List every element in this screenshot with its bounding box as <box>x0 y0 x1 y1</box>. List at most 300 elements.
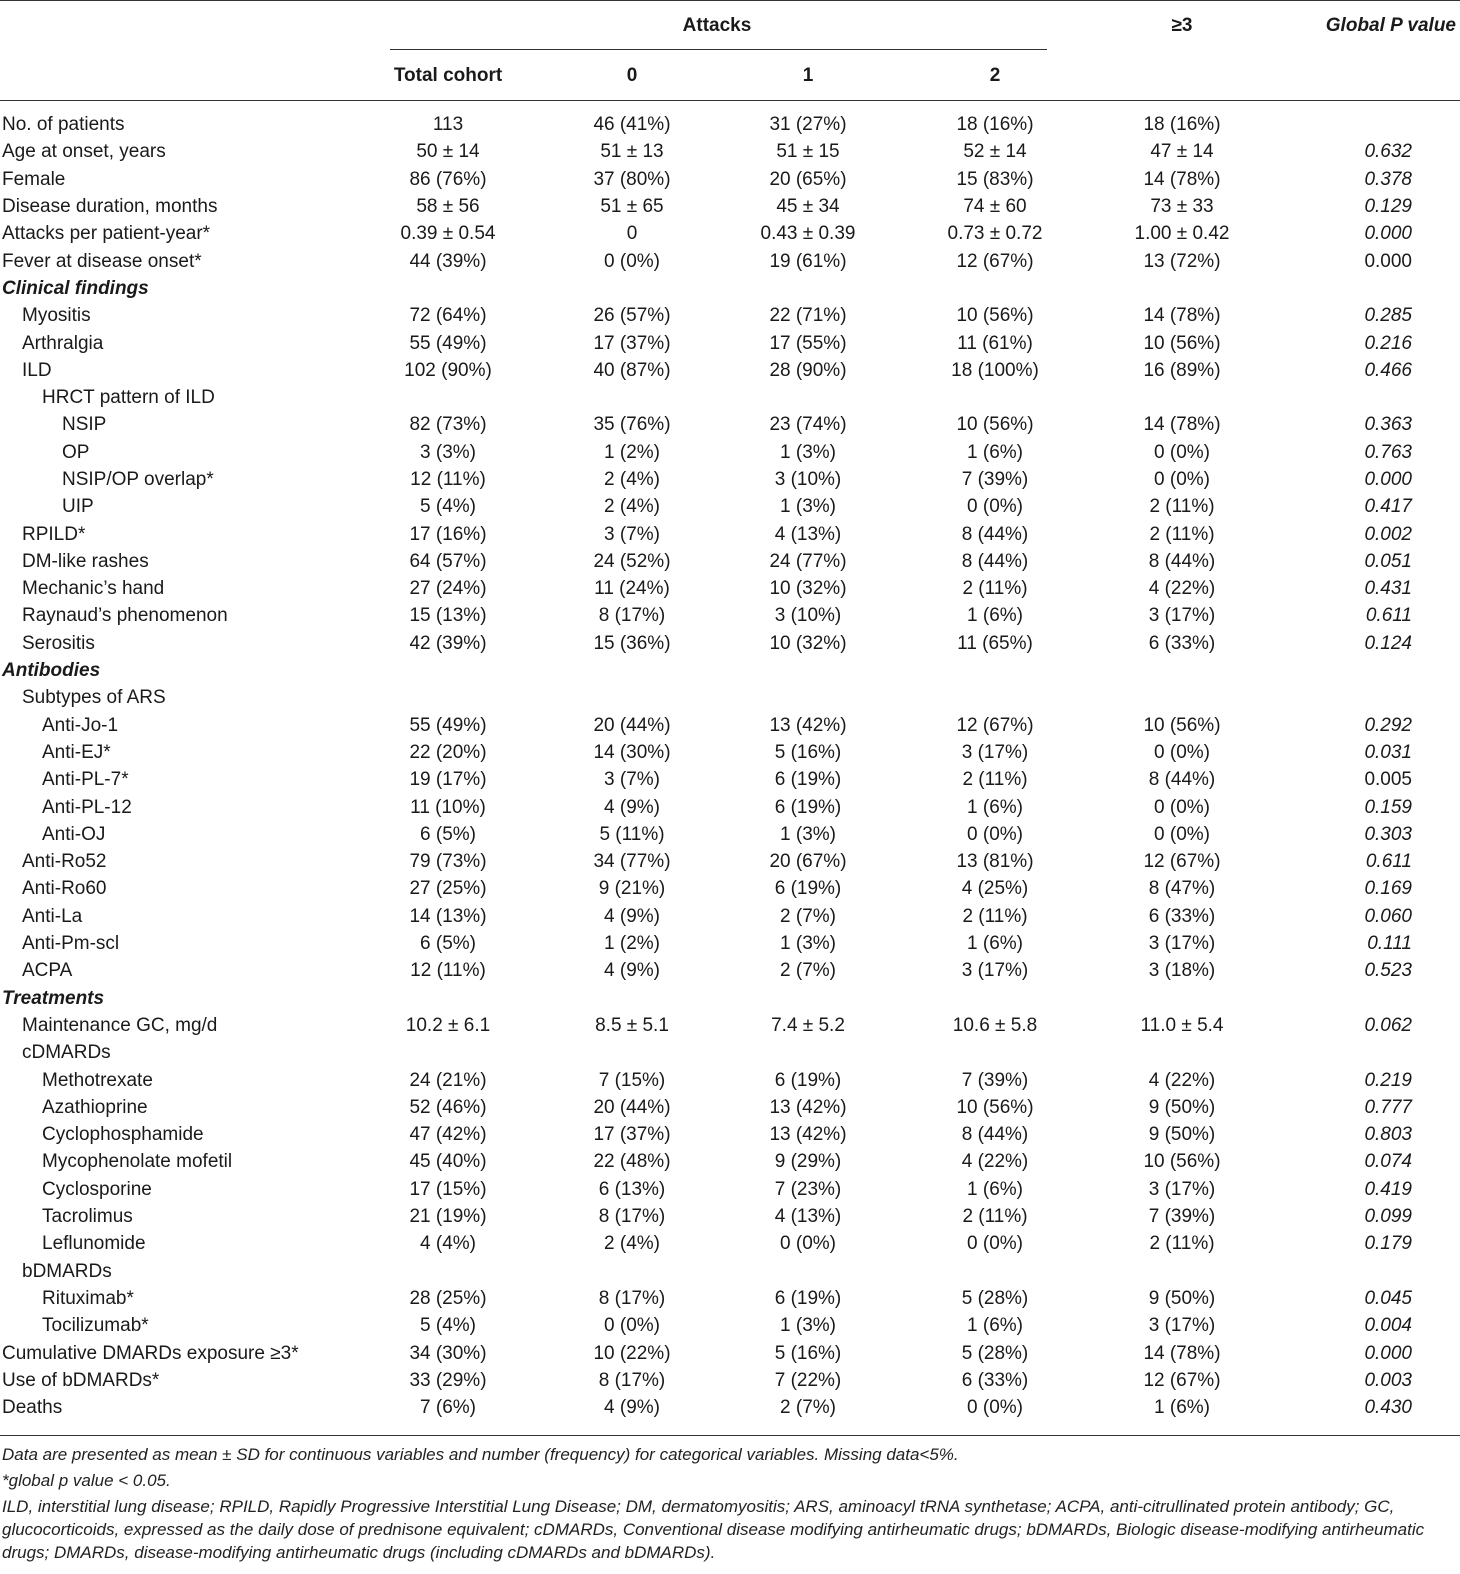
cell-attacks-ge3: 3 (18%) <box>1148 960 1216 982</box>
row-label: bDMARDs <box>22 1260 112 1282</box>
cell-attacks-1 <box>723 684 893 711</box>
cell-attacks-ge3: 47 ± 14 <box>1150 141 1214 163</box>
cell-attacks-ge3: 6 (33%) <box>1148 632 1216 654</box>
cell-total-cohort: 47 (42%) <box>409 1124 487 1146</box>
cell-attacks-1: 23 (74%) <box>769 414 847 436</box>
cell-attacks-1: 7.4 ± 5.2 <box>771 1014 845 1036</box>
cell-attacks-2: 0 (0%) <box>967 1397 1023 1419</box>
cell-attacks-2: 15 (83%) <box>956 168 1034 190</box>
cell-attacks-0: 8 (17%) <box>598 1287 666 1309</box>
cell-attacks-0: 8 (17%) <box>598 605 666 627</box>
row-label: Attacks per patient-year* <box>2 223 211 245</box>
section-label: Antibodies <box>2 660 101 682</box>
cell-global-p-value: 0.002 <box>1364 523 1412 545</box>
cell-attacks-1: 20 (67%) <box>769 851 847 873</box>
cell-attacks-ge3: 8 (47%) <box>1148 878 1216 900</box>
table-row <box>0 684 1460 711</box>
cell-attacks-ge3: 2 (11%) <box>1149 523 1215 545</box>
row-label: DM-like rashes <box>22 550 149 572</box>
cell-attacks-1 <box>723 384 893 411</box>
row-label: OP <box>62 441 90 463</box>
cell-attacks-0: 17 (37%) <box>593 1124 671 1146</box>
cell-attacks-1: 3 (10%) <box>774 469 842 490</box>
cell-attacks-2: 12 (67%) <box>956 250 1034 272</box>
cell-total-cohort: 0.39 ± 0.54 <box>400 223 496 245</box>
header-total-cohort: Total cohort <box>393 65 503 86</box>
cell-global-p-value: 0.179 <box>1364 1233 1412 1255</box>
cell-global-p-value: 0.303 <box>1364 823 1412 845</box>
cell-global-p-value: 0.466 <box>1364 359 1412 381</box>
cell-attacks-2: 1 (6%) <box>967 441 1023 463</box>
table-row <box>0 548 1460 575</box>
row-label: Use of bDMARDs* <box>2 1369 160 1391</box>
cell-attacks-2: 4 (22%) <box>961 1151 1029 1173</box>
cell-total-cohort: 27 (25%) <box>409 878 487 900</box>
cell-attacks-ge3: 13 (72%) <box>1143 250 1221 272</box>
row-label: Disease duration, months <box>2 196 218 218</box>
row-label: Anti-Ro52 <box>22 851 107 873</box>
row-label: Raynaud’s phenomenon <box>22 605 228 627</box>
cell-global-p-value: 0.523 <box>1364 960 1412 982</box>
cell-attacks-0: 6 (13%) <box>598 1178 666 1200</box>
cell-global-p-value: 0.803 <box>1364 1124 1412 1146</box>
row-label: Rituximab* <box>42 1287 134 1309</box>
cell-attacks-1: 13 (42%) <box>769 1124 847 1146</box>
table-row <box>0 247 1460 274</box>
cell-global-p-value: 0.292 <box>1364 714 1412 736</box>
cell-attacks-2: 0 (0%) <box>967 496 1023 518</box>
cell-attacks-2: 8 (44%) <box>961 1124 1029 1146</box>
cell-attacks-ge3: 14 (78%) <box>1143 168 1221 190</box>
row-label: Anti-Ro60 <box>22 878 107 900</box>
cell-total-cohort: 45 (40%) <box>409 1151 487 1173</box>
cell-total-cohort: 19 (17%) <box>409 769 487 791</box>
cell-attacks-1: 1 (3%) <box>780 1315 836 1337</box>
cell-total-cohort: 58 ± 56 <box>416 196 480 218</box>
cell-attacks-1: 4 (13%) <box>774 523 842 545</box>
cell-attacks-ge3: 9 (50%) <box>1148 1124 1216 1146</box>
cell-total-cohort: 5 (4%) <box>420 1315 476 1337</box>
cell-attacks-ge3: 9 (50%) <box>1148 1287 1216 1309</box>
row-label: ILD <box>22 359 52 381</box>
cell-attacks-ge3: 18 (16%) <box>1143 114 1221 136</box>
cell-global-p-value <box>1267 111 1460 138</box>
row-label: Serositis <box>22 632 95 654</box>
table-row <box>0 875 1460 902</box>
cell-attacks-1: 3 (10%) <box>774 605 842 627</box>
cell-total-cohort: 113 <box>432 114 464 136</box>
row-label: Female <box>2 168 66 190</box>
cell-attacks-0: 4 (9%) <box>604 960 660 982</box>
cell-attacks-0: 4 (9%) <box>604 905 660 927</box>
header-global-p-value: Global P value <box>1325 15 1456 36</box>
cell-total-cohort <box>355 1257 541 1284</box>
header-bottom-rule <box>0 100 1460 101</box>
cell-attacks-2: 1 (6%) <box>967 1315 1023 1337</box>
table-row <box>0 1230 1460 1257</box>
cell-attacks-1: 1 (3%) <box>780 441 836 463</box>
cell-attacks-1: 51 ± 15 <box>776 141 840 163</box>
cell-attacks-0 <box>541 684 723 711</box>
table-row <box>0 193 1460 220</box>
row-label: Methotrexate <box>42 1069 153 1091</box>
cell-attacks-0 <box>541 1257 723 1284</box>
cell-total-cohort: 34 (30%) <box>409 1342 487 1364</box>
cell-total-cohort: 10.2 ± 6.1 <box>405 1014 491 1036</box>
row-label: Tocilizumab* <box>42 1315 149 1337</box>
cell-attacks-ge3: 6 (33%) <box>1148 905 1216 927</box>
cell-global-p-value <box>1267 1039 1460 1066</box>
cell-attacks-1: 31 (27%) <box>769 114 847 136</box>
table-row <box>0 439 1460 466</box>
cell-global-p-value: 0.060 <box>1364 905 1412 927</box>
cell-attacks-1: 6 (19%) <box>774 878 842 900</box>
cell-attacks-2: 13 (81%) <box>956 851 1034 873</box>
cell-attacks-0: 46 (41%) <box>593 114 671 136</box>
cell-attacks-1: 6 (19%) <box>774 1069 842 1091</box>
row-label: Anti-Jo-1 <box>42 714 119 736</box>
cell-attacks-ge3: 1.00 ± 0.42 <box>1134 223 1230 245</box>
cell-attacks-0: 8 (17%) <box>598 1369 666 1391</box>
cell-total-cohort: 14 (13%) <box>409 905 487 927</box>
cell-global-p-value: 0.611 <box>1365 605 1412 627</box>
cell-attacks-2: 10 (56%) <box>956 414 1034 436</box>
cell-total-cohort: 50 ± 14 <box>416 141 480 163</box>
section-label: Treatments <box>2 987 105 1009</box>
cell-total-cohort <box>355 384 541 411</box>
table-body <box>0 111 1460 1421</box>
cell-attacks-0: 20 (44%) <box>593 714 671 736</box>
cell-attacks-1: 10 (32%) <box>769 632 847 654</box>
cell-attacks-ge3: 2 (11%) <box>1149 1233 1215 1255</box>
cell-attacks-1: 1 (3%) <box>780 823 836 845</box>
table-row <box>0 957 1460 984</box>
cell-attacks-0: 8 (17%) <box>598 1206 666 1228</box>
cell-attacks-0: 10 (22%) <box>593 1342 671 1364</box>
cell-attacks-0: 2 (4%) <box>604 496 660 518</box>
cell-attacks-1 <box>723 1039 893 1066</box>
cell-attacks-1: 19 (61%) <box>769 250 847 272</box>
cell-attacks-2: 5 (28%) <box>961 1287 1029 1309</box>
row-label: Deaths <box>2 1397 63 1419</box>
top-rule <box>0 0 1460 1</box>
cell-attacks-2: 2 (11%) <box>962 1206 1028 1228</box>
cell-attacks-0: 37 (80%) <box>593 168 671 190</box>
header-col-2: 2 <box>989 65 1001 86</box>
cell-total-cohort: 11 (10%) <box>410 796 486 818</box>
section-header-row <box>0 275 1460 302</box>
cell-attacks-0: 20 (44%) <box>593 1096 671 1118</box>
cell-global-p-value <box>1267 384 1460 411</box>
cell-attacks-2: 7 (39%) <box>961 469 1029 490</box>
cell-attacks-0: 0 (0%) <box>604 250 660 272</box>
cell-total-cohort: 27 (24%) <box>409 578 487 600</box>
row-label: Maintenance GC, mg/d <box>22 1014 218 1036</box>
cell-global-p-value: 0.099 <box>1364 1206 1412 1228</box>
cell-global-p-value: 0.074 <box>1364 1151 1412 1173</box>
cell-attacks-0: 1 (2%) <box>604 441 660 463</box>
row-label: Cyclosporine <box>42 1178 152 1200</box>
cell-attacks-2: 11 (65%) <box>957 632 1033 654</box>
footnote-data: Data are presented as mean ± SD for continuous variables and number (frequency) for categorical variables. Missing data<5%. <box>2 1445 959 1464</box>
cell-attacks-ge3: 0 (0%) <box>1154 796 1210 818</box>
row-label: No. of patients <box>2 114 125 136</box>
cell-global-p-value: 0.611 <box>1365 851 1412 873</box>
cell-attacks-1: 7 (22%) <box>774 1369 842 1391</box>
cell-total-cohort: 3 (3%) <box>420 441 476 463</box>
cell-attacks-1: 10 (32%) <box>769 578 847 600</box>
cell-attacks-0: 9 (21%) <box>598 878 666 900</box>
cell-attacks-0: 51 ± 65 <box>600 196 664 218</box>
cell-attacks-2: 1 (6%) <box>967 796 1023 818</box>
cell-global-p-value: 0.378 <box>1364 168 1412 190</box>
section-header-row <box>0 985 1460 1012</box>
cell-global-p-value: 0.000 <box>1364 469 1412 490</box>
cell-total-cohort: 12 (11%) <box>410 469 486 490</box>
cell-attacks-1: 0 (0%) <box>780 1233 836 1255</box>
cell-global-p-value: 0.124 <box>1364 632 1412 654</box>
cell-total-cohort: 55 (49%) <box>409 714 487 736</box>
table-row <box>0 712 1460 739</box>
header-col-0: 0 <box>626 65 638 86</box>
cell-attacks-1: 22 (71%) <box>769 305 847 327</box>
header-ge3: ≥3 <box>1171 15 1193 36</box>
row-label: Arthralgia <box>22 332 104 354</box>
footnote-abbreviations: ILD, interstitial lung disease; RPILD, Rapidly Progressive Interstitial Lung Disease; DM, dermatomyositis; ARS, aminoacyl tRNA synthetase; ACPA, anti-citrullinated protein antibody; GC, glucocorticoids, expressed as the daily dose of prednisone equivalent; cDMARDs, Conventional disease modifying antirheumatic drugs; bDMARDs, Biologic disease-modifying antirheumatic drugs; DMARDs, disease-modifying antirheumatic drugs (including cDMARDs and bDMARDs). <box>2 1497 1425 1563</box>
cell-attacks-0: 22 (48%) <box>593 1151 671 1173</box>
header-attacks: Attacks <box>682 15 752 36</box>
table-row <box>0 302 1460 329</box>
table-row <box>0 1121 1460 1148</box>
cell-attacks-ge3: 2 (11%) <box>1149 496 1215 518</box>
table-row <box>0 466 1460 493</box>
cell-total-cohort: 17 (15%) <box>409 1178 487 1200</box>
cell-global-p-value <box>1267 684 1460 711</box>
table-row <box>0 1176 1460 1203</box>
table-row <box>0 602 1460 629</box>
row-label: Cumulative DMARDs exposure ≥3* <box>2 1342 299 1364</box>
cell-attacks-2: 8 (44%) <box>961 550 1029 572</box>
cell-attacks-2: 0 (0%) <box>967 823 1023 845</box>
cell-attacks-1: 5 (16%) <box>774 741 842 763</box>
cell-total-cohort: 4 (4%) <box>420 1233 476 1255</box>
cell-global-p-value: 0.004 <box>1364 1315 1412 1337</box>
cell-global-p-value: 0.062 <box>1364 1014 1412 1036</box>
cell-attacks-1: 1 (3%) <box>780 496 836 518</box>
cell-total-cohort <box>355 684 541 711</box>
table-row <box>0 903 1460 930</box>
cell-attacks-2: 11 (61%) <box>957 332 1033 354</box>
table-row <box>0 793 1460 820</box>
table-row <box>0 329 1460 356</box>
table-row <box>0 1039 1460 1066</box>
table-row <box>0 1312 1460 1339</box>
table-row <box>0 1257 1460 1284</box>
cell-global-p-value: 0.419 <box>1364 1178 1412 1200</box>
cell-attacks-ge3: 3 (17%) <box>1148 605 1216 627</box>
cell-attacks-ge3: 12 (67%) <box>1143 1369 1221 1391</box>
table-row <box>0 220 1460 247</box>
cell-global-p-value: 0.430 <box>1364 1397 1412 1419</box>
cell-attacks-ge3: 10 (56%) <box>1143 332 1221 354</box>
cell-attacks-0: 34 (77%) <box>593 851 671 873</box>
cell-attacks-ge3: 10 (56%) <box>1143 714 1221 736</box>
table-row <box>0 520 1460 547</box>
cell-attacks-2: 7 (39%) <box>961 1069 1029 1091</box>
row-label: Anti-PL-12 <box>42 796 132 818</box>
cell-attacks-1 <box>723 1257 893 1284</box>
table-row <box>0 1394 1460 1421</box>
cell-attacks-0: 0 <box>626 223 638 245</box>
cell-attacks-0 <box>541 1039 723 1066</box>
cell-attacks-2: 2 (11%) <box>962 578 1028 600</box>
table-row <box>0 575 1460 602</box>
cell-attacks-ge3: 14 (78%) <box>1143 305 1221 327</box>
cell-total-cohort: 17 (16%) <box>409 523 487 545</box>
cell-global-p-value: 0.129 <box>1364 196 1412 218</box>
cell-attacks-1: 2 (7%) <box>780 960 836 982</box>
table-row <box>0 166 1460 193</box>
cell-global-p-value: 0.763 <box>1364 441 1412 463</box>
cell-total-cohort: 42 (39%) <box>409 632 487 654</box>
cell-total-cohort: 64 (57%) <box>409 550 487 572</box>
table-row <box>0 1094 1460 1121</box>
cell-total-cohort: 5 (4%) <box>420 496 476 518</box>
row-label: Fever at disease onset* <box>2 250 202 272</box>
cell-global-p-value: 0.045 <box>1364 1287 1412 1309</box>
cell-attacks-ge3: 11.0 ± 5.4 <box>1140 1014 1224 1036</box>
cell-total-cohort: 21 (19%) <box>409 1206 487 1228</box>
row-label: Anti-EJ* <box>42 741 111 763</box>
cell-attacks-0: 5 (11%) <box>599 823 665 845</box>
cell-attacks-2: 10 (56%) <box>956 305 1034 327</box>
cell-attacks-ge3: 73 ± 33 <box>1150 196 1214 218</box>
cell-attacks-0: 11 (24%) <box>594 578 670 600</box>
table-row <box>0 493 1460 520</box>
cell-attacks-2: 18 (16%) <box>956 114 1034 136</box>
row-label: HRCT pattern of ILD <box>42 387 215 409</box>
cell-global-p-value: 0.159 <box>1364 796 1412 818</box>
cell-global-p-value: 0.169 <box>1364 878 1412 900</box>
cell-attacks-ge3 <box>1097 1039 1267 1066</box>
cell-global-p-value: 0.777 <box>1364 1096 1412 1118</box>
cell-attacks-2: 6 (33%) <box>961 1369 1029 1391</box>
cell-attacks-0: 26 (57%) <box>593 305 671 327</box>
cell-attacks-0: 1 (2%) <box>604 933 660 955</box>
cell-attacks-0: 2 (4%) <box>604 1233 660 1255</box>
row-label: NSIP <box>62 414 107 436</box>
header-col-1: 1 <box>802 65 814 86</box>
cell-attacks-0: 40 (87%) <box>593 359 671 381</box>
table-row <box>0 930 1460 957</box>
table-row <box>0 1367 1460 1394</box>
row-label: Tacrolimus <box>42 1206 133 1228</box>
table-row <box>0 739 1460 766</box>
cell-attacks-ge3: 9 (50%) <box>1148 1096 1216 1118</box>
table-row <box>0 1285 1460 1312</box>
cell-attacks-2 <box>893 1039 1097 1066</box>
cell-attacks-1: 6 (19%) <box>774 796 842 818</box>
cell-attacks-0: 24 (52%) <box>593 550 671 572</box>
row-label: Myositis <box>22 305 91 327</box>
cell-total-cohort: 79 (73%) <box>409 851 487 873</box>
cell-attacks-0: 15 (36%) <box>593 632 671 654</box>
cell-attacks-1: 6 (19%) <box>774 769 842 791</box>
cell-attacks-2: 8 (44%) <box>961 523 1029 545</box>
row-label: UIP <box>62 496 94 518</box>
cell-attacks-0: 4 (9%) <box>604 1397 660 1419</box>
cell-attacks-1: 24 (77%) <box>769 550 847 572</box>
cell-attacks-ge3: 8 (44%) <box>1148 550 1216 572</box>
cell-attacks-2: 10.6 ± 5.8 <box>952 1014 1038 1036</box>
cell-attacks-ge3: 3 (17%) <box>1148 933 1216 955</box>
cell-attacks-1: 7 (23%) <box>774 1178 842 1200</box>
cell-attacks-ge3 <box>1097 1257 1267 1284</box>
table-row <box>0 766 1460 793</box>
cell-attacks-0: 4 (9%) <box>604 796 660 818</box>
cell-attacks-ge3 <box>1097 384 1267 411</box>
row-label: cDMARDs <box>22 1042 111 1064</box>
row-label: NSIP/OP overlap* <box>62 469 214 490</box>
cell-attacks-0: 3 (7%) <box>604 523 660 545</box>
cell-attacks-ge3: 0 (0%) <box>1154 823 1210 845</box>
table-row <box>0 630 1460 657</box>
cell-global-p-value: 0.285 <box>1364 305 1412 327</box>
cell-attacks-2: 3 (17%) <box>961 960 1029 982</box>
table-row <box>0 1339 1460 1366</box>
row-label: Anti-La <box>22 905 83 927</box>
cell-attacks-ge3: 7 (39%) <box>1148 1206 1216 1228</box>
cell-attacks-2: 10 (56%) <box>956 1096 1034 1118</box>
cell-total-cohort: 28 (25%) <box>409 1287 487 1309</box>
cell-attacks-0: 0 (0%) <box>604 1315 660 1337</box>
cell-global-p-value: 0.051 <box>1364 550 1412 572</box>
cell-total-cohort: 55 (49%) <box>409 332 487 354</box>
table-row <box>0 1012 1460 1039</box>
cell-total-cohort: 52 (46%) <box>409 1096 487 1118</box>
cell-total-cohort: 7 (6%) <box>420 1397 476 1419</box>
cell-total-cohort: 72 (64%) <box>409 305 487 327</box>
cell-attacks-0: 14 (30%) <box>593 741 671 763</box>
cell-attacks-ge3: 10 (56%) <box>1143 1151 1221 1173</box>
section-header-row <box>0 657 1460 684</box>
cell-attacks-1: 5 (16%) <box>774 1342 842 1364</box>
cell-attacks-0: 7 (15%) <box>598 1069 666 1091</box>
cell-attacks-2: 1 (6%) <box>967 933 1023 955</box>
cell-attacks-0 <box>541 384 723 411</box>
row-label: Mycophenolate mofetil <box>42 1151 233 1173</box>
cell-global-p-value: 0.363 <box>1364 414 1412 436</box>
cell-total-cohort: 44 (39%) <box>409 250 487 272</box>
row-label: Anti-PL-7* <box>42 769 129 791</box>
cell-global-p-value: 0.003 <box>1364 1369 1412 1391</box>
table-row <box>0 1066 1460 1093</box>
cell-attacks-ge3: 4 (22%) <box>1148 578 1216 600</box>
cell-total-cohort: 82 (73%) <box>409 414 487 436</box>
cell-attacks-0: 51 ± 13 <box>600 141 664 163</box>
cell-total-cohort: 24 (21%) <box>409 1069 487 1091</box>
cell-attacks-2: 12 (67%) <box>956 714 1034 736</box>
cell-attacks-0: 2 (4%) <box>604 469 660 490</box>
cell-attacks-1: 28 (90%) <box>769 359 847 381</box>
row-label: Subtypes of ARS <box>22 687 166 709</box>
cell-attacks-ge3: 0 (0%) <box>1154 741 1210 763</box>
table-row <box>0 111 1460 138</box>
cell-attacks-0: 17 (37%) <box>593 332 671 354</box>
row-label: ACPA <box>22 960 73 982</box>
table-row <box>0 848 1460 875</box>
table-row <box>0 384 1460 411</box>
